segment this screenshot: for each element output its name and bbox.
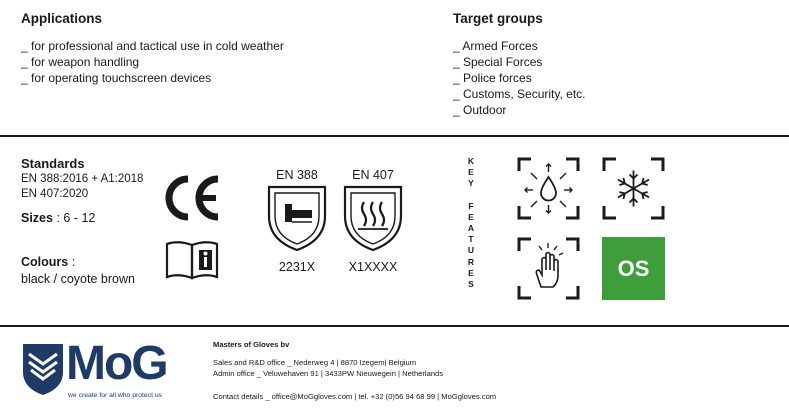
waterproof-breathable-icon — [517, 157, 580, 220]
touchscreen-hand-icon — [517, 237, 580, 300]
mog-shield-logo-icon — [21, 342, 65, 396]
list-item: _ Special Forces — [453, 55, 543, 69]
label-letter: U — [467, 245, 475, 256]
contact-details: Contact details _ office@MoGgloves.com | tel. +32 (0)56 94 68 99 | MoGgloves.com — [213, 392, 497, 401]
label-letter: E — [468, 167, 474, 178]
en407-code: X1XXXX — [348, 260, 398, 274]
label-letter: R — [467, 256, 475, 267]
colours-suffix: : — [68, 255, 76, 269]
label-letter: E — [468, 267, 474, 278]
label-letter: E — [468, 211, 474, 222]
mechanical-risk-shield-icon — [266, 184, 328, 252]
colours-value: black / coyote brown — [21, 272, 135, 286]
label-letter: T — [468, 234, 474, 245]
list-item: _ for weapon handling — [21, 55, 140, 69]
en388-code: 2231X — [278, 260, 316, 274]
colours-label: Colours — [21, 255, 69, 269]
colours-line — [21, 255, 75, 269]
en407-label: EN 407 — [352, 168, 394, 182]
section-divider-top — [0, 135, 789, 137]
standard-line: EN 407:2020 — [21, 188, 89, 200]
logo-tagline: we create for all who protect us — [68, 392, 163, 399]
label-letter: Y — [468, 178, 474, 189]
list-item: _ Customs, Security, etc. — [453, 87, 586, 101]
list-item: _ Outdoor — [453, 103, 507, 117]
sizes-value: : 6 - 12 — [52, 211, 96, 225]
sizes-line — [21, 211, 95, 225]
list-item: _ Armed Forces — [453, 39, 538, 53]
list-item: _ Police forces — [453, 71, 532, 85]
target-groups-list — [453, 38, 586, 118]
label-letter: K — [467, 156, 475, 166]
applications-title: Applications — [21, 11, 103, 26]
en388-label: EN 388 — [276, 168, 318, 182]
list-item: _ for professional and tactical use in cold weather — [21, 39, 284, 53]
admin-office: Admin office _ Veluwehaven 91 | 3433PW Nieuwegein | Netherlands — [213, 369, 444, 378]
user-manual-icon — [163, 238, 221, 282]
standards-title: Standards — [21, 156, 85, 171]
list-item: _ for operating touchscreen devices — [21, 71, 212, 85]
os-badge — [602, 237, 665, 300]
key-features-label — [466, 156, 476, 290]
applications-list — [21, 38, 284, 86]
heat-risk-shield-icon — [342, 184, 404, 252]
label-letter: A — [467, 223, 475, 234]
label-gap — [466, 190, 476, 201]
label-letter: F — [468, 200, 474, 211]
target-groups-title: Target groups — [453, 11, 543, 26]
section-divider-bottom — [0, 325, 789, 327]
sales-office: Sales and R&D office _ Nederweg 4 | 8870 Izegem| Belgium — [213, 358, 417, 367]
company-name: Masters of Gloves bv — [213, 340, 290, 349]
sizes-label: Sizes — [21, 211, 53, 225]
standard-line: EN 388:2016 + A1:2018 — [21, 173, 144, 185]
snowflake-icon — [602, 157, 665, 220]
mog-logo-text: MoG — [66, 337, 167, 390]
ce-mark-icon — [163, 175, 223, 221]
label-letter: S — [468, 279, 474, 290]
os-badge-text: OS — [617, 255, 650, 281]
standards-lines — [21, 172, 143, 202]
